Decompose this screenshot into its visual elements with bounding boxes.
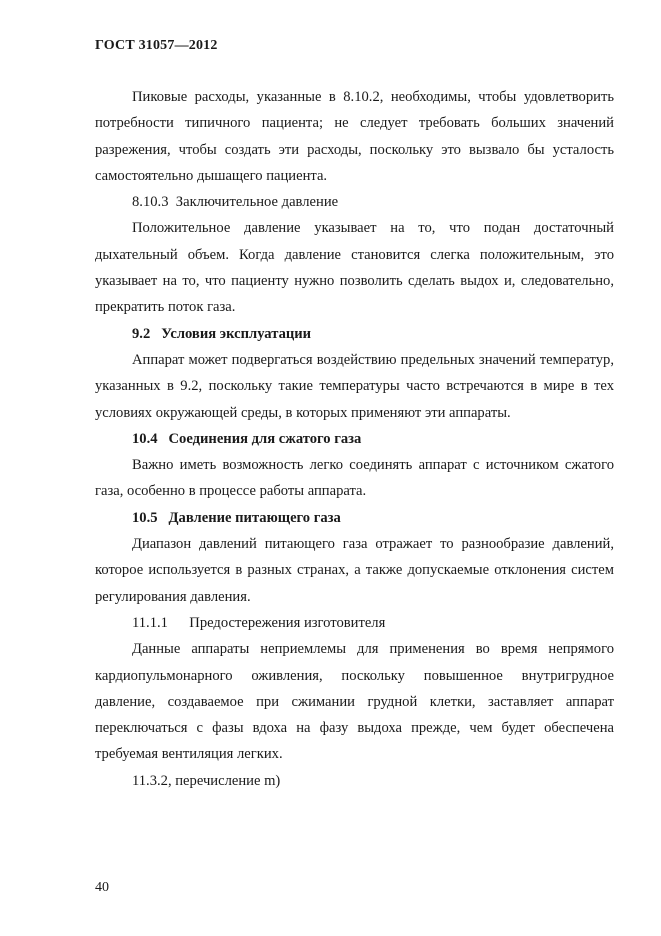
section-title: Заключительное давление: [175, 194, 339, 211]
document-header: ГОСТ 31057—2012: [95, 38, 218, 53]
paragraph: Данные аппараты неприемлемы для применения во время непрямого кардиопульмонарного оживления, поскольку повышенное внутригрудное давление, создаваемое при сжимании грудной клетки, заставляет аппарат переключаться с фазы вдоха на фазу выдоха прежде, чем будет обеспечена требуемая вентиляция легких.: [95, 641, 614, 763]
section-heading: [95, 505, 614, 531]
section-title: Соединения для сжатого газа: [168, 430, 362, 447]
section-title: Давление питающего газа: [168, 509, 341, 526]
section-heading: [95, 426, 614, 452]
section-heading: [95, 610, 614, 636]
document-body: [95, 84, 614, 794]
paragraph: Положительное давление указывает на то, что подан достаточный дыхательный объем. Когда давление становится слегка положительным, это указывает на то, что пациенту нужно позволить сделать выдох и, следовательно, прекратить поток газа.: [95, 220, 614, 316]
paragraph: Диапазон давлений питающего газа отражает то разнообразие давлений, которое используется в разных странах, а также допускаемые отклонения систем регулирования давления.: [95, 536, 614, 605]
page-number: 40: [95, 880, 109, 895]
section-number: 11.3.2, перечисление m): [132, 772, 281, 789]
section-title: Условия эксплуатации: [161, 325, 312, 342]
section-heading: [95, 768, 614, 794]
section-number: 8.10.3: [132, 194, 169, 211]
section-number: 9.2: [132, 325, 151, 342]
section-heading: [95, 189, 614, 215]
paragraph: Важно иметь возможность легко соединять аппарат с источником сжатого газа, особенно в процессе работы аппарата.: [95, 457, 614, 500]
section-number: 10.4: [132, 430, 158, 447]
section-heading: [95, 321, 614, 347]
section-number: 10.5: [132, 509, 158, 526]
section-number: 11.1.1: [132, 614, 168, 631]
paragraph: Пиковые расходы, указанные в 8.10.2, необходимы, чтобы удовлетворить потребности типичного пациента; не следует требовать больших значений разрежения, чтобы создать эти расходы, поскольку это вызвало бы усталость самостоятельно дышащего пациента.: [95, 89, 614, 184]
paragraph: Аппарат может подвергаться воздействию предельных значений температур, указанных в 9.2, поскольку такие температуры часто встречаются в мире в тех условиях окружающей среды, в которых применяют эти аппараты.: [95, 351, 614, 421]
section-title: Предостережения изготовителя: [189, 614, 386, 631]
